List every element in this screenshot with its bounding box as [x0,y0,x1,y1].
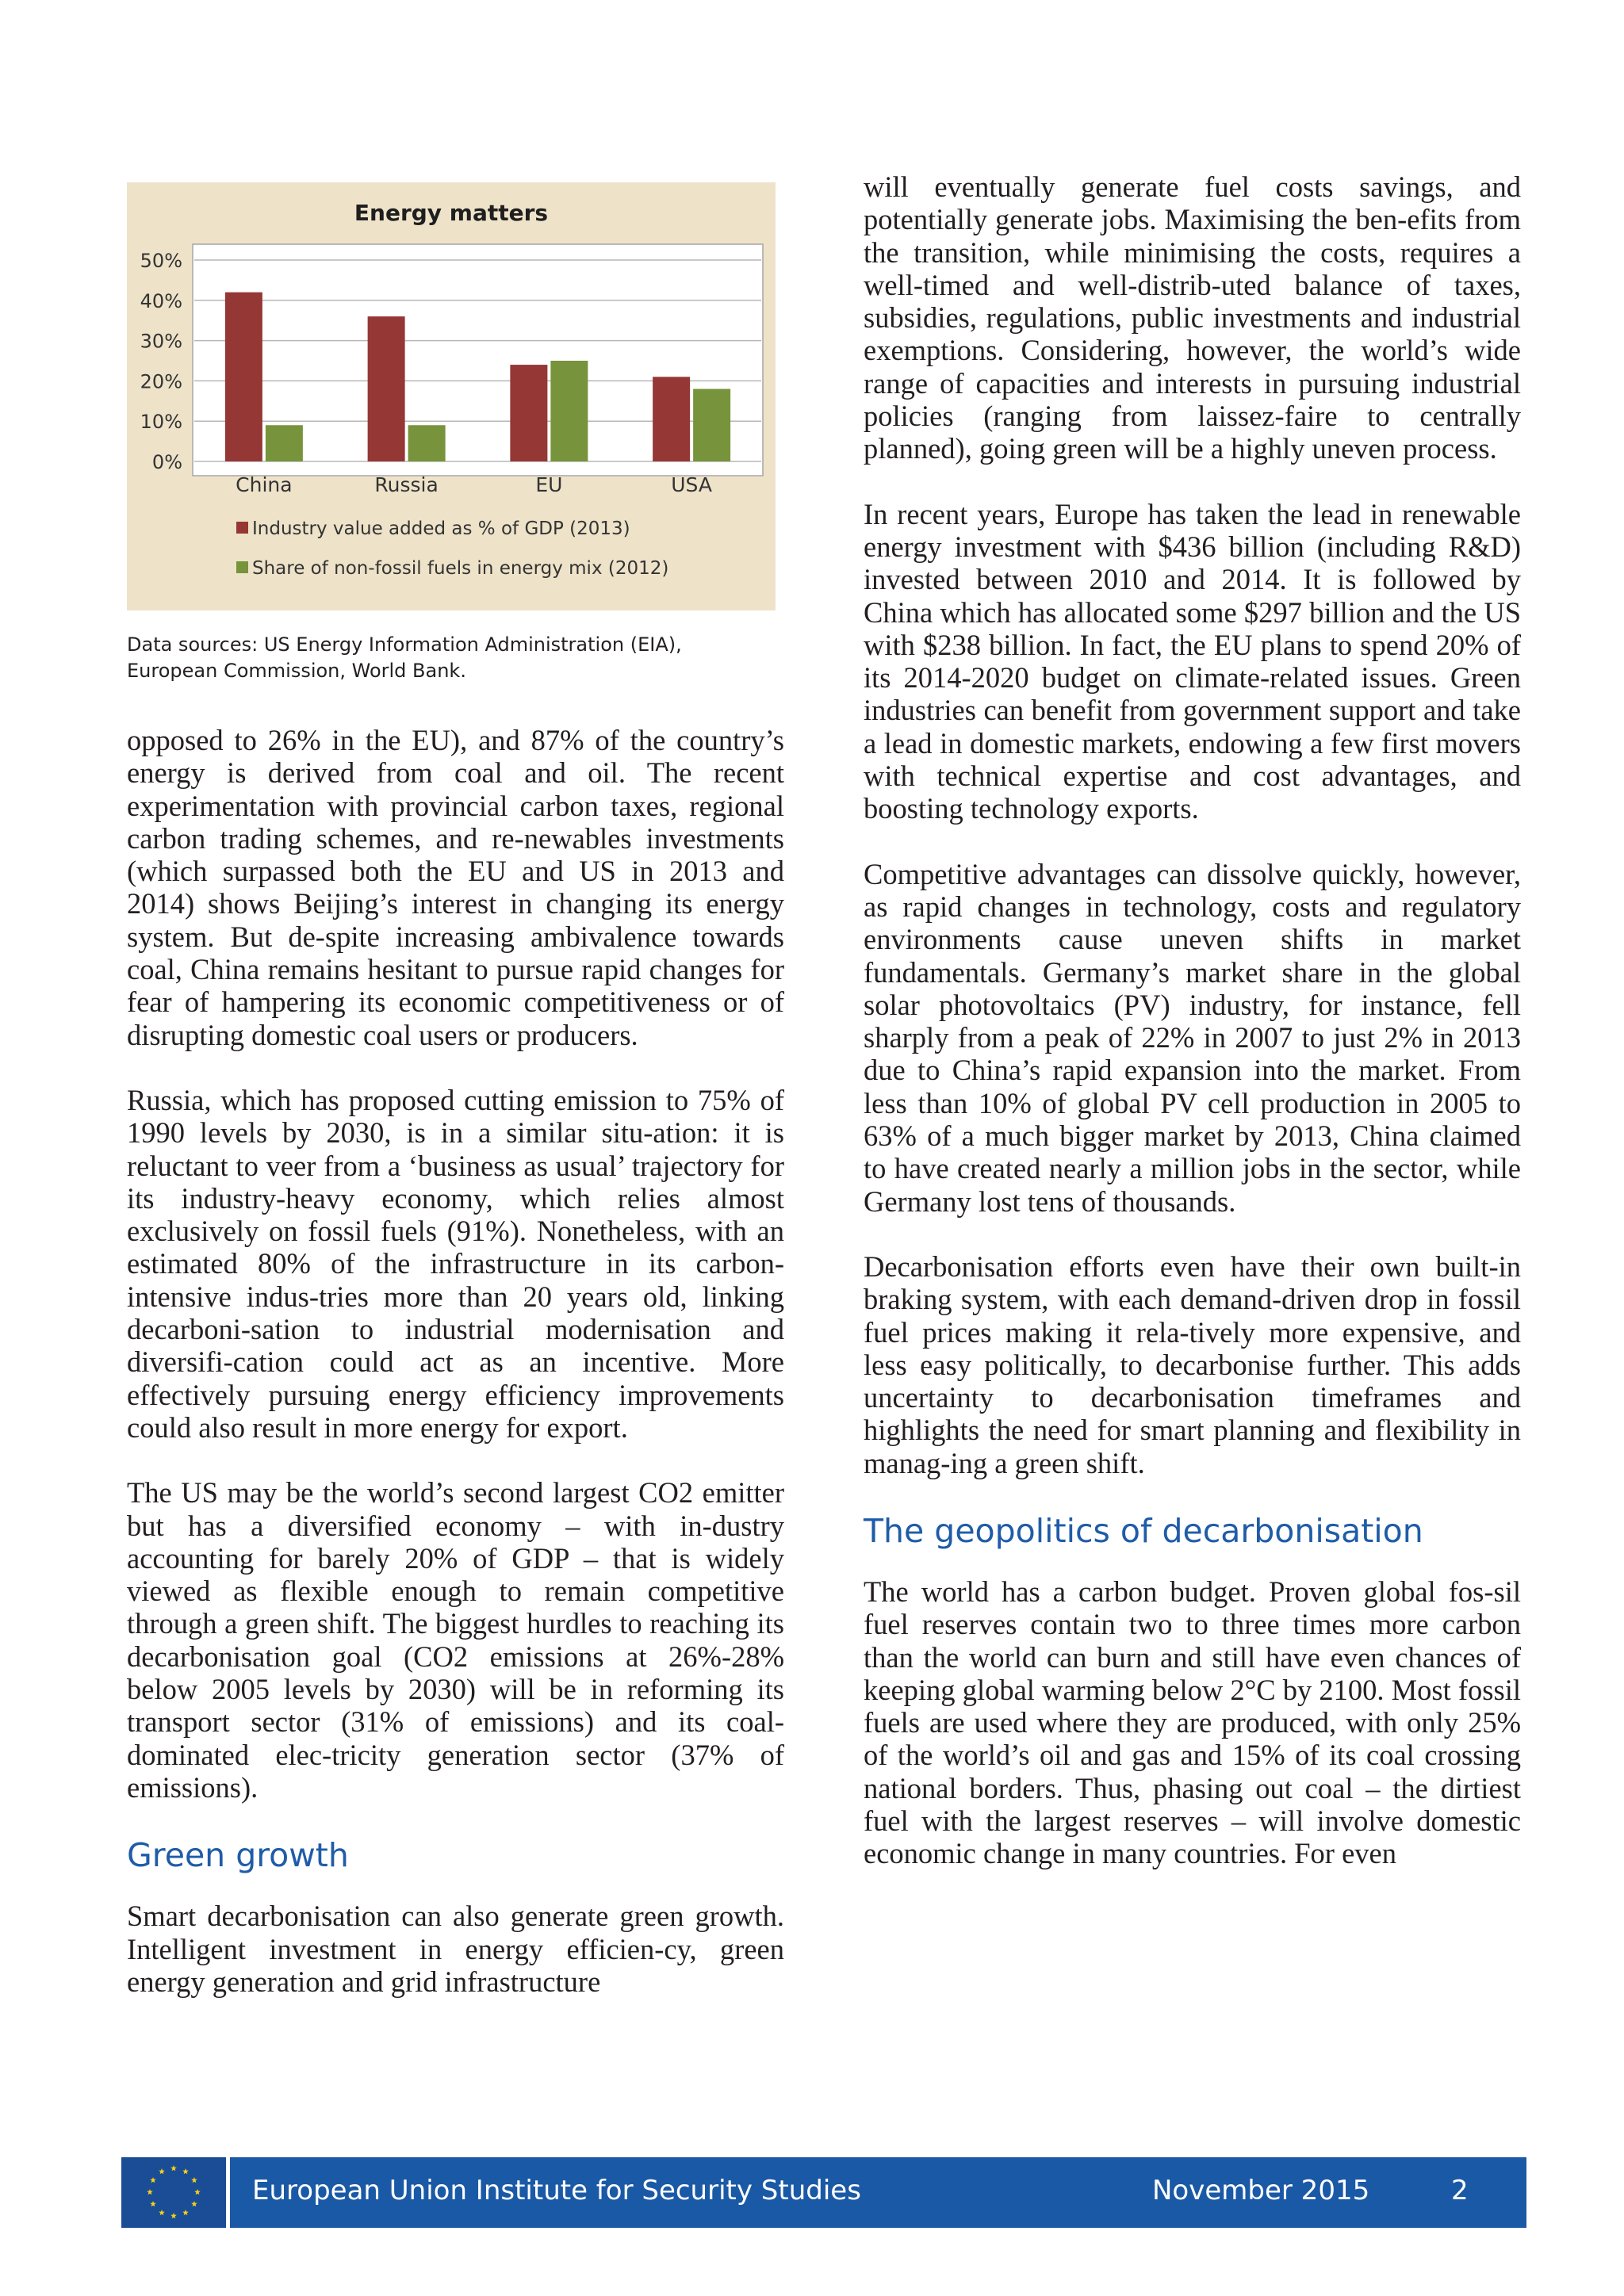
chart-bar-usa-series-1 [653,377,690,461]
chart-bar-eu-series-2 [550,361,588,461]
eu-star-icon [159,2210,165,2215]
chart-category-label: China [236,473,293,496]
eu-flag-icon [121,2157,226,2228]
chart-bar-china-series-2 [266,425,303,461]
chart-category-label: USA [671,473,712,496]
chart-bar-russia-series-2 [408,425,446,461]
chart-source-line-2: European Commission, World Bank. [127,660,466,682]
left-paragraph-2: Russia, which has proposed cutting emission to 75% of 1990 levels by 2030, is in a similar situ-ation: it is reluctant to veer from a ‘business as usual’ trajectory for its industry-heavy economy, which relies almost exclusively on fossil fuels (91%). Nonetheless, with an estimated 80% of the infrastructure in its carbon-intensive indus-tries more than 20 years old, linking decarboni-sation to industrial modernisation and diversifi-cation could act as an incentive. More effectively pursuing energy efficiency improvements could also result in more energy for export. [127,1083,784,1444]
chart-bar-eu-series-1 [510,365,547,461]
eu-star-icon [159,2168,165,2174]
eu-star-icon [170,2165,177,2171]
left-paragraph-3: The US may be the world’s second largest CO2 emitter but has a diversified economy – with in-dustry accounting for barely 20% of GDP – that is widely viewed as flexible enough to remain competitive through a green shift. The biggest hurdles to reaching its decarbonisation goal (CO2 emissions at 26%-28% below 2005 levels by 2030) will be in reforming its transport sector (31% of emissions) and its coal-dominated elec-tricity generation sector (37% of emissions). [127,1476,784,1804]
footer-date: November 2015 [1152,2175,1370,2206]
left-column [127,724,784,1998]
right-column [864,170,1521,1870]
right-paragraph-5: The world has a carbon budget. Proven global fos-sil fuel reserves contain two to three times more carbon than the world can burn and still have even chances of keeping global warming below 2°C by 2100. Most fossil fuels are used where they are produced, with only 25% of the world’s oil and gas and 15% of its coal crossing national borders. Thus, phasing out coal – the dirtiest fuel with the largest reserves – will involve domestic economic change in many countries. For even [864,1575,1521,1870]
eu-star-icon [182,2210,189,2215]
chart-y-tick-label: 20% [140,370,182,393]
energy-matters-chart [127,182,776,610]
eu-star-icon [170,2213,177,2218]
eu-star-icon [191,2201,197,2206]
right-paragraph-4: Decarbonisation efforts even have their own built-in braking system, with each demand-driven drop in fossil fuel prices making it rela-tively more expensive, and less easy politically, to decarbonise further. This adds uncertainty to decarbonisation timeframes and highlights the need for smart planning and flexibility in manag-ing a green shift. [864,1249,1521,1479]
chart-source-line-1: Data sources: US Energy Information Administration (EIA), [127,633,682,656]
eu-star-icon [191,2177,197,2183]
left-paragraph-4: Smart decarbonisation can also generate green growth. Intelligent investment in energy efficien-cy, green energy generation and grid infrastructure [127,1900,784,1998]
eu-star-icon [150,2201,156,2206]
chart-y-tick-label: 0% [151,451,182,473]
chart-y-tick-label: 10% [140,411,182,434]
chart-y-tick-label: 30% [140,330,182,353]
chart-bar-usa-series-2 [693,389,730,461]
right-paragraph-1: will eventually generate fuel costs savings, and potentially generate jobs. Maximising the ben-efits from the transition, while minimising the costs, requires a well-timed and well-distrib-uted balance of taxes, subsidies, regulations, public investments and industrial exemptions. Considering, however, the world’s wide range of capacities and interests in pursuing industrial policies (ranging from laissez-faire to centrally planned), going green will be a highly uneven process. [864,170,1521,465]
chart-legend-label-1: Industry value added as % of GDP (2013) [252,519,630,539]
chart-bar-china-series-1 [225,293,262,461]
eu-star-icon [150,2177,156,2183]
chart-bar-russia-series-1 [368,316,405,461]
left-paragraph-1: opposed to 26% in the EU), and 87% of the country’s energy is derived from coal and oil. The recent experimentation with provincial carbon taxes, regional carbon trading schemes, and re-newables investments (which surpassed both the EU and US in 2013 and 2014) shows Beijing’s interest in changing its energy system. But de-spite increasing ambivalence towards coal, China remains hesitant to pursue rapid changes for fear of hampering its economic competitiveness or of disrupting domestic coal users or producers. [127,724,784,1051]
right-paragraph-2: In recent years, Europe has taken the lead in renewable energy investment with $436 billion (including R&D) invested between 2010 and 2014. It is followed by China which has allocated some $297 billion and the US with $238 billion. In fact, the EU plans to spend 20% of its 2014-2020 budget on climate-related issues. Green industries can benefit from government support and take a lead in domestic markets, endowing a few first movers with technical expertise and cost advantages, and boosting technology exports. [864,497,1521,825]
right-paragraph-3: Competitive advantages can dissolve quickly, however, as rapid changes in technology, costs and regulatory environments cause uneven shifts in market fundamentals. Germany’s market share in the global solar photovoltaics (PV) industry, for instance, fell sharply from a peak of 22% in 2007 to just 2% in 2013 due to China’s rapid expansion into the market. From less than 10% of global PV cell production in 2005 to 63% of a much bigger market by 2013, China claimed to have created nearly a million jobs in the sector, while Germany lost tens of thousands. [864,857,1521,1218]
heading-geopolitics: The geopolitics of decarbonisation [864,1511,1423,1550]
chart-title: Energy matters [354,200,549,226]
chart-legend-label-2: Share of non-fossil fuels in energy mix (2012) [252,558,669,579]
chart-source-note [127,632,784,684]
footer-organisation: European Union Institute for Security Studies [252,2175,861,2206]
footer-divider [226,2157,230,2228]
page-number: 2 [1451,2175,1469,2206]
page-footer [121,2157,1526,2228]
chart-legend-swatch-2 [236,561,248,573]
eu-star-icon [194,2189,201,2195]
chart-category-label: Russia [374,473,439,496]
chart-svg [127,182,776,610]
chart-category-label: EU [535,473,563,496]
chart-y-tick-label: 50% [140,250,182,272]
heading-green-growth: Green growth [127,1836,349,1875]
chart-y-tick-label: 40% [140,289,182,312]
eu-star-icon [182,2168,189,2174]
chart-legend-swatch-1 [236,522,248,534]
eu-star-icon [147,2189,153,2195]
